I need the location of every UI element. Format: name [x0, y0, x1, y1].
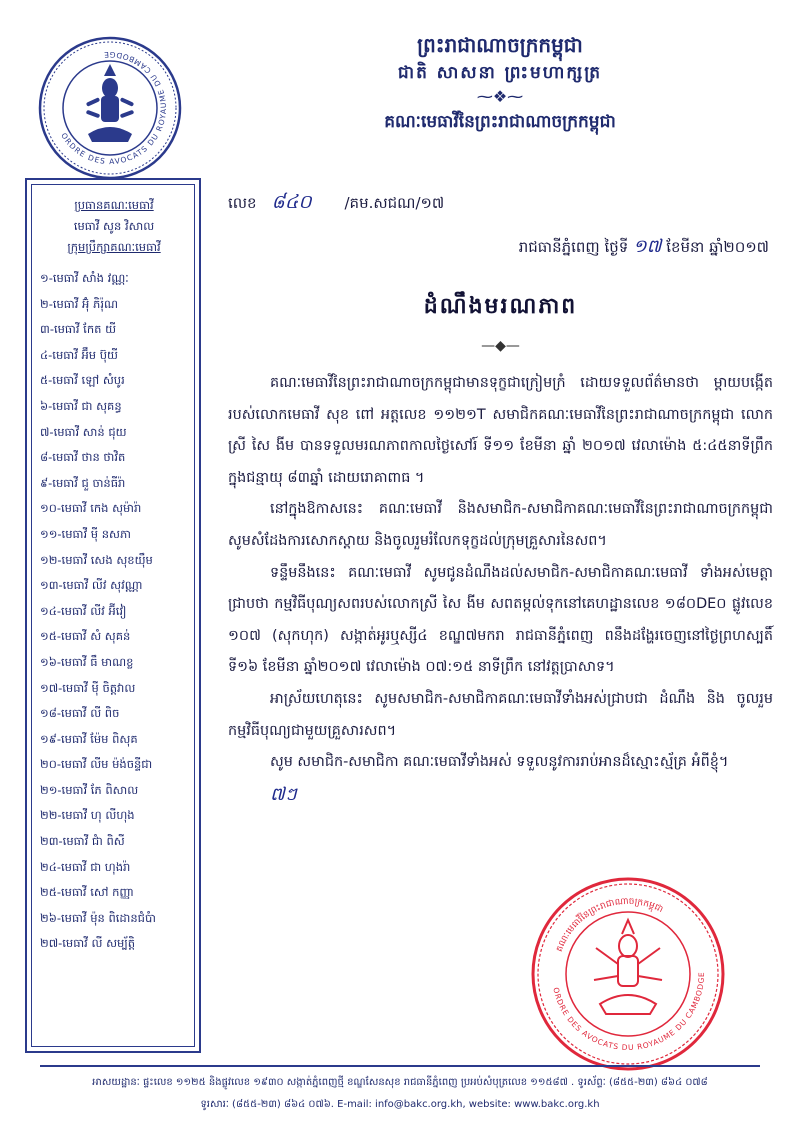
svg-text:គណៈមេធាវីនៃព្រះរាជាណាចក្រកម្ពុ: [555, 897, 665, 954]
organization-name: គណៈមេធាវីនៃព្រះរាជាណាចក្រកម្ពុជា: [384, 112, 616, 132]
title-ornament: —◆—: [481, 338, 520, 354]
reference-suffix: /គម.សជណ/១៧: [344, 194, 445, 212]
page-title: ដំណឹងមរណភាព: [423, 294, 578, 319]
letterhead: [300, 30, 700, 136]
footer-divider: [40, 1065, 760, 1067]
list-item: ១១-មេធាវី ម៉ី នសភា: [40, 526, 131, 541]
paragraph: គណៈមេធាវីនៃព្រះរាជាណាចក្រកម្ពុជាមានទុក្ខជាក្រៀមក្រំ ដោយទទួលព័ត៌មានថា ម្ដាយបង្កើតរបស់លោកមេធាវី សុខ ពៅ អត្តលេខ ១១២១T សមាជិកគណៈមេធាវីនៃព្រះរាជាណាចក្រកម្ពុជា លោកស្រី សៃ ងីម បានទទួលមរណភាពកាលថ្ងៃសៅរ៍ ទី១១ ខែមីនា ឆ្នាំ ២០១៧ វេលាម៉ោង ៥:៤៥នាទីព្រឹក ក្នុងជន្មាយុ ៨៣ឆ្នាំ ដោយរោគាពាធ ។: [228, 375, 773, 486]
list-item: ១៧-មេធាវី ម៉ី ចិត្តវាល: [40, 680, 136, 695]
list-item: ១៥-មេធាវី សំ សុគន់: [40, 629, 131, 644]
list-item: ២-មេធាវី អ៊ុំ ភិរ៉ុណ: [40, 296, 119, 311]
seal-top-text: ORDRE DES AVOCATS DU ROYAUME DU CAMBODGE: [59, 49, 169, 167]
date-prefix: រាជធានីភ្នំពេញ ថ្ងៃទី: [518, 238, 629, 256]
national-motto: ជាតិ សាសនា ព្រះមហាក្សត្រ: [397, 63, 603, 83]
letter-paragraphs: [228, 368, 773, 812]
seal-red-top-text: គណៈមេធាវីនៃព្រះរាជាណាចក្រកម្ពុជា: [554, 896, 665, 954]
council-title: ក្រុមប្រឹក្សាគណៈមេធាវី: [67, 240, 161, 254]
paragraph: សូម សមាជិក-សមាជិកា គណៈមេធាវីទាំងអស់ ទទួលនូវការរាប់អានដ៏ស្មោះស្ម័គ្រ អំពីខ្ញុំ។: [270, 754, 729, 771]
seal-red-bottom-text: ORDRE DES AVOCATS DU ROYAUME DU CAMBODGE: [551, 971, 707, 1053]
paragraph: នៅក្នុងឱកាសនេះ គណៈមេធាវី និងសមាជិក-សមាជិកាគណៈមេធាវីនៃព្រះរាជាណាចក្រកម្ពុជា សូមសំដែងការសោកស្ដាយ និងចូលរួមរំលែកទុក្ខដល់ក្រុមគ្រួសារនៃសព។: [228, 501, 773, 549]
list-item: ១៤-មេធាវី លីវ អ៊ីវៀ: [40, 603, 127, 618]
list-item: ១៦-មេធាវី ធឹ មាណខ្ល: [40, 654, 134, 669]
date-suffix: ខែមីនា ឆ្នាំ២០១៧: [666, 238, 769, 256]
list-item: ២៥-មេធាវី សៅ កញ្ញា: [40, 885, 134, 900]
reference-line: [228, 190, 773, 218]
footer-contact: [40, 1072, 760, 1116]
paragraph: ទន្ទឹមនឹងនេះ គណៈមេធាវី សូមជូនដំណឹងដល់សមាជិក-សមាជិកាគណៈមេធាវី ទាំងអស់មេត្តាជ្រាបថា កម្មវិធីបុណ្យសពរបស់លោកស្រី សៃ ងីម សពតម្កល់ទុកនៅគេហដ្ឋានលេខ ១៨០DE០ ផ្លូវលេខ ១០៧ (សុកហុក) សង្កាត់អូរឬស្សី៤ ខណ្ឌ៧មករា រាជធានីភ្នំពេញ ពនឹងដង្ហែរចេញនៅថ្ងៃព្រហស្បតិ៍ ទី១៦ ខែមីនា ឆ្នាំ២០១៧ វេលាម៉ោង ០៧:១៥ នាទីព្រឹក នៅវត្តប្រាសាទ។: [228, 564, 773, 676]
list-item: ២១-មេធាវី ភែ ពិសាល: [40, 782, 139, 797]
list-item: ១-មេធាវី សាំង វណ្ណៈ: [40, 271, 129, 285]
list-item: ២៣-មេធាវី ជំា ពិសី: [40, 834, 125, 849]
president-name: មេធាវី សូន វិសាល: [73, 219, 155, 233]
footer-address: អាសយដ្ឋានៈ ផ្ទះលេខ ១១២៥ និងផ្លូវលេខ ១៩៣០ សង្កាត់ភ្នំពេញថ្មី ខណ្ឌសែនសុខ រាជធានីភ្នំពេញ ប្រអប់សំបុត្រលេខ ១១៥៨៧ . ទូរស័ព្ទៈ (៨៥៥-២៣) ៨៦៤ ០៧៨: [92, 1077, 708, 1088]
letter-date: [519, 234, 769, 261]
official-red-seal: [530, 876, 726, 1072]
ornament-divider-icon: ⁓❖⁓: [476, 87, 524, 106]
council-member-list: [40, 266, 188, 957]
kingdom-title: ព្រះរាជាណាចក្រកម្ពុជា: [417, 33, 583, 57]
list-item: ១០-មេធាវី កេង សុម៉ារ៉ា: [40, 501, 142, 516]
bar-association-seal: [38, 36, 182, 180]
list-item: ២៦-មេធាវី ម៉ុន ពិដោនជំបំា: [40, 910, 156, 925]
list-item: ៦-មេធាវី ជា សុគន្ធ: [40, 398, 122, 413]
footer-email-website: ទូរសារៈ (៨៥៥-២៣) ៨៦៤ ០៧៦. E-mail: info@bakc.org.kh, website: www.bakc.org.kh: [200, 1099, 600, 1110]
list-item: ២០-មេធាវី លីម ម៉ង់ចន្ទីជា: [40, 757, 153, 772]
list-item: ៣-មេធាវី កែត យី: [40, 322, 117, 337]
handwritten-signature: ៧ៗ: [270, 783, 297, 805]
list-item: ៨-មេធាវី ថាន ថាវិត: [40, 450, 126, 465]
svg-text:ORDRE DES AVOCATS DU ROYAUME D: [551, 972, 706, 1053]
paragraph: អាស្រ័យហេតុនេះ សូមសមាជិក-សមាជិកាគណៈមេធាវីទាំងអស់ជ្រាបជា ដំណឹង និង ចូលរួមកម្មវិធីបុណ្យជាមួយគ្រួសារសព។: [228, 690, 773, 739]
president-title: ប្រធានគណៈមេធាវី: [74, 198, 154, 212]
reference-number: ៨៤០: [271, 191, 312, 213]
list-item: ១២-មេធាវី សេង សុខយ៉ឹម: [40, 552, 153, 567]
date-day: ១៧: [633, 236, 662, 257]
list-item: ២៤-មេធាវី ជា ហុងរ៉ា: [40, 859, 131, 874]
list-item: ១៨-មេធាវី លី ពិច: [40, 706, 120, 721]
list-item: ៤-មេធាវី អ៊ឹម ប៊ុយី: [40, 347, 119, 362]
council-sidebar: [25, 178, 201, 1053]
list-item: ២២-មេធាវី ហុ លីហុង: [40, 808, 135, 823]
list-item: ២៧-មេធាវី លី សម្ប័ត្តិ: [40, 936, 136, 951]
list-item: ១៩-មេធាវី ម៉ែម ពិសុគ: [40, 731, 138, 746]
list-item: ១៣-មេធាវី លីវ សុវណ្ណា: [40, 578, 143, 593]
list-item: ៩-មេធាវី ជួ ចាន់ធីរ៉ា: [40, 475, 126, 490]
reference-label: លេខ: [228, 194, 257, 212]
list-item: ៥-មេធាវី ឡៅ សំបូរ: [40, 373, 125, 388]
list-item: ៧-មេធាវី សាន់ ជុយ: [40, 424, 127, 439]
